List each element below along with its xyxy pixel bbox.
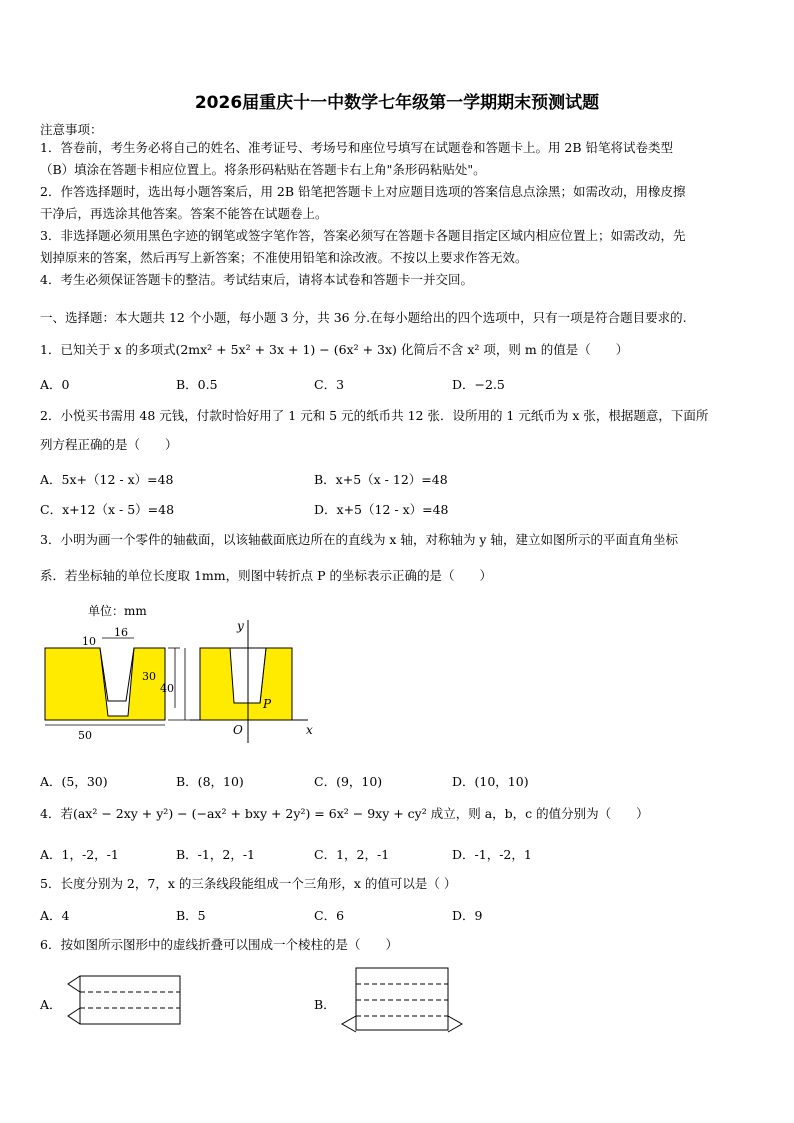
- q4-option-d[interactable]: D．-1，-2，1: [452, 847, 532, 862]
- dim-30: 30: [142, 670, 156, 683]
- q1-option-b[interactable]: B．0.5: [176, 377, 218, 392]
- dim-40: 40: [160, 682, 174, 695]
- q3-option-b[interactable]: B．(8，10): [176, 774, 244, 789]
- q4-option-c[interactable]: C．1，2，-1: [314, 847, 390, 862]
- notice-line: （B）填涂在答题卡相应位置上。将条形码粘贴在答题卡右上角"条形码粘贴处"。: [40, 162, 486, 177]
- question-2-stem: 2．小悦买书需用 48 元钱，付款时恰好用了 1 元和 5 元的纸币共 12 张．设所用的 1 元纸币为 x 张，根据题意，下面所: [40, 408, 709, 423]
- notice-line: 干净后，再选涂其他答案。答案不能答在试题卷上。: [40, 206, 328, 221]
- question-4-stem: 4．若(ax² − 2xy + y²) − (−ax² + bxy + 2y²) = 6x² − 9xy + cy² 成立，则 a，b，c 的值分别为（ ）: [40, 806, 649, 821]
- dim-50: 50: [78, 729, 92, 742]
- question-3-stem: 3．小明为画一个零件的轴截面，以该轴截面底边所在的直线为 x 轴，对称轴为 y 轴，建立如图所示的平面直角坐标: [40, 532, 678, 547]
- origin-label: O: [233, 723, 243, 737]
- q5-option-d[interactable]: D．9: [452, 908, 483, 923]
- q6-option-a[interactable]: A．: [40, 997, 62, 1012]
- dim-10: 10: [82, 635, 96, 648]
- notice-line: 3．非选择题必须用黑色字迹的钢笔或签字笔作答，答案必须写在答题卡各题目指定区域内相应位置上；如需改动，先: [40, 228, 686, 243]
- notice-line: 划掉原来的答案，然后再写上新答案；不准使用铅笔和涂改液。不按以上要求作答无效。: [40, 250, 528, 265]
- q5-option-a[interactable]: A．4: [40, 908, 70, 923]
- q4-option-a[interactable]: A．1，-2，-1: [40, 847, 119, 862]
- q2-option-b[interactable]: B．x+5（x - 12）=48: [314, 472, 448, 487]
- section-heading: 一、选择题：本大题共 12 个小题，每小题 3 分，共 36 分.在每小题给出的四个选项中，只有一项是符合题目要求的.: [40, 310, 687, 325]
- dim-16: 16: [114, 626, 128, 639]
- question-3-stem-cont: 系．若坐标轴的单位长度取 1mm，则图中转折点 P 的坐标表示正确的是（ ）: [40, 568, 492, 583]
- q6-option-b[interactable]: B．: [314, 997, 336, 1012]
- q3-option-c[interactable]: C．(9，10): [314, 774, 383, 789]
- q2-option-a[interactable]: A．5x+（12 - x）=48: [40, 472, 174, 487]
- notice-line: 4．考生必须保证答题卡的整洁。考试结束后，请将本试卷和答题卡一并交回。: [40, 272, 473, 287]
- q6-figure-a: [62, 968, 192, 1038]
- point-p-label: P: [263, 697, 272, 711]
- q5-option-c[interactable]: C．6: [314, 908, 345, 923]
- q1-option-d[interactable]: D．−2.5: [452, 377, 505, 392]
- question-2-stem-cont: 列方程正确的是（ ）: [40, 437, 178, 452]
- notice-line: 2．作答选择题时，选出每小题答案后，用 2B 铅笔把答题卡上对应题目选项的答案信息点涂黑；如需改动，用橡皮擦: [40, 184, 686, 199]
- q6-figure-b: [336, 962, 476, 1042]
- page-title: 2026届重庆十一中数学七年级第一学期期末预测试题: [194, 93, 600, 113]
- unit-label: 单位：mm: [88, 604, 147, 618]
- question-6-stem: 6．按如图所示图形中的虚线折叠可以围成一个棱柱的是（ ）: [40, 937, 398, 952]
- question-1-stem: 1．已知关于 x 的多项式(2mx² + 5x² + 3x + 1) − (6x² + 3x) 化简后不含 x² 项，则 m 的值是（ ）: [40, 342, 629, 357]
- q2-option-d[interactable]: D．x+5（12 - x）=48: [314, 502, 449, 517]
- axis-y-label: y: [237, 619, 244, 633]
- q1-option-a[interactable]: A．0: [40, 377, 70, 392]
- q3-figure: [30, 598, 330, 748]
- q4-option-b[interactable]: B．-1，2，-1: [176, 847, 255, 862]
- notice-line: 1．答卷前，考生务必将自己的姓名、准考证号、考场号和座位号填写在试题卷和答题卡上。用 2B 铅笔将试卷类型: [40, 140, 674, 155]
- q1-option-c[interactable]: C．3: [314, 377, 345, 392]
- notice-heading: 注意事项：: [40, 122, 103, 137]
- question-5-stem: 5．长度分别为 2，7，x 的三条线段能组成一个三角形，x 的值可以是（ ）: [40, 876, 457, 891]
- q3-option-a[interactable]: A．(5，30): [40, 774, 108, 789]
- q3-option-d[interactable]: D．(10，10): [452, 774, 529, 789]
- q5-option-b[interactable]: B．5: [176, 908, 206, 923]
- q2-option-c[interactable]: C．x+12（x - 5）=48: [40, 502, 175, 517]
- axis-x-label: x: [306, 723, 313, 737]
